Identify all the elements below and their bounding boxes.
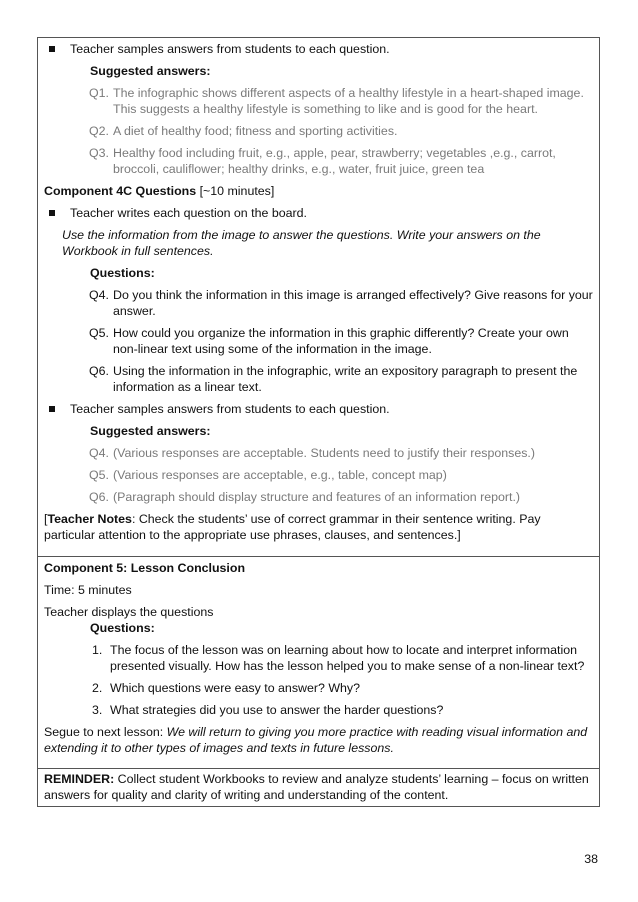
answer-item xyxy=(44,85,593,117)
answer-number: Q5. xyxy=(89,468,109,482)
question-number: 1. xyxy=(92,643,103,657)
bullet-text: Teacher writes each question on the board. xyxy=(70,206,307,220)
question-number: 3. xyxy=(92,703,103,717)
answer-text: (Paragraph should display structure and features of an information report.) xyxy=(113,490,521,504)
answer-number: Q3. xyxy=(89,146,109,160)
teacher-notes-label: Teacher Notes xyxy=(47,512,132,526)
component-heading xyxy=(44,183,593,199)
teacher-displays-text: Teacher displays the questions xyxy=(44,605,214,619)
instruction-text: Use the information from the image to answer the questions. Write your answers on the Workbook in full sentences. xyxy=(62,228,541,258)
question-text: Do you think the information in this image is arranged effectively? Give reasons for your answer. xyxy=(113,288,593,318)
bullet-item xyxy=(44,205,593,221)
segue-label: Segue to next lesson: xyxy=(44,725,167,739)
square-bullet-icon xyxy=(49,210,55,216)
answer-number: Q1. xyxy=(89,86,109,100)
lesson-table xyxy=(37,37,600,807)
suggested-answers-label: Suggested answers: xyxy=(90,64,211,78)
bullet-item xyxy=(44,41,593,57)
suggested-answers-list xyxy=(44,445,593,505)
question-text: The focus of the lesson was on learning about how to locate and interpret information presented visually. How has the lesson helped you to make sense of a non-linear text? xyxy=(110,643,585,673)
bullet-item xyxy=(44,401,593,417)
question-text: Using the information in the infographic, write an expository paragraph to present the information as a linear text. xyxy=(113,364,578,394)
reminder-cell xyxy=(38,768,599,806)
square-bullet-icon xyxy=(49,406,55,412)
conclusion-question-item xyxy=(44,702,593,718)
component-5-time: Time: 5 minutes xyxy=(44,583,132,597)
suggested-answers-list xyxy=(44,85,593,177)
questions-label: Questions: xyxy=(90,621,155,635)
answer-item xyxy=(44,445,593,461)
reminder-text xyxy=(44,771,593,803)
page-number: 38 xyxy=(584,852,598,866)
suggested-answers-label: Suggested answers: xyxy=(90,424,211,438)
question-item xyxy=(44,325,593,357)
question-item xyxy=(44,363,593,395)
reminder-body: Collect student Workbooks to review and analyze students’ learning – focus on written answers for quality and clarity of writing and understanding of the content. xyxy=(44,772,589,802)
component-heading-title: Component 4C Questions xyxy=(44,184,197,198)
answer-number: Q6. xyxy=(89,490,109,504)
component-heading-time: [~10 minutes] xyxy=(196,184,275,198)
answer-text: (Various responses are acceptable. Students need to justify their responses.) xyxy=(113,446,535,460)
question-number: Q6. xyxy=(89,364,109,378)
conclusion-question-item xyxy=(44,642,593,674)
bullet-text: Teacher samples answers from students to each question. xyxy=(70,402,390,416)
answer-item xyxy=(44,123,593,139)
component-4c-cell xyxy=(38,38,599,556)
answer-item xyxy=(44,467,593,483)
question-item xyxy=(44,287,593,319)
answer-text: A diet of healthy food; fitness and sporting activities. xyxy=(113,124,398,138)
answer-number: Q2. xyxy=(89,124,109,138)
component-5-heading: Component 5: Lesson Conclusion xyxy=(44,561,246,575)
segue-text xyxy=(44,724,593,756)
questions-label: Questions: xyxy=(90,266,155,280)
conclusion-questions-list xyxy=(44,642,593,718)
answer-item xyxy=(44,145,593,177)
answer-item xyxy=(44,489,593,505)
square-bullet-icon xyxy=(49,46,55,52)
question-number: Q4. xyxy=(89,288,109,302)
conclusion-question-item xyxy=(44,680,593,696)
question-text: How could you organize the information in this graphic differently? Create your own non-linear text using some of the information in the image. xyxy=(113,326,569,356)
teacher-notes xyxy=(44,511,593,543)
question-number: Q5. xyxy=(89,326,109,340)
reminder-label: REMINDER: xyxy=(44,772,115,786)
segue-body: We will return to giving you more practice with reading visual information and extending it to other types of images and texts in future lessons. xyxy=(44,725,588,755)
questions-list xyxy=(44,287,593,395)
question-text: What strategies did you use to answer the harder questions? xyxy=(110,703,444,717)
teacher-notes-open: [ xyxy=(44,512,48,526)
bullet-text: Teacher samples answers from students to each question. xyxy=(70,42,390,56)
question-number: 2. xyxy=(92,681,103,695)
teacher-notes-text: : Check the students’ use of correct grammar in their sentence writing. Pay particular attention to the appropriate use phrases, clauses, and sentences.] xyxy=(44,512,541,542)
question-text: Which questions were easy to answer? Why? xyxy=(110,681,360,695)
answer-text: (Various responses are acceptable, e.g., table, concept map) xyxy=(113,468,447,482)
answer-text: The infographic shows different aspects of a healthy lifestyle in a heart-shaped image. This suggests a healthy lifestyle is something to like and is good for the heart. xyxy=(113,86,584,116)
answer-number: Q4. xyxy=(89,446,109,460)
component-5-cell xyxy=(38,556,599,768)
answer-text: Healthy food including fruit, e.g., apple, pear, strawberry; vegetables ,e.g., carrot, broccoli, cauliflower; healthy drinks, e.g., water, fruit juice, green tea xyxy=(113,146,556,176)
